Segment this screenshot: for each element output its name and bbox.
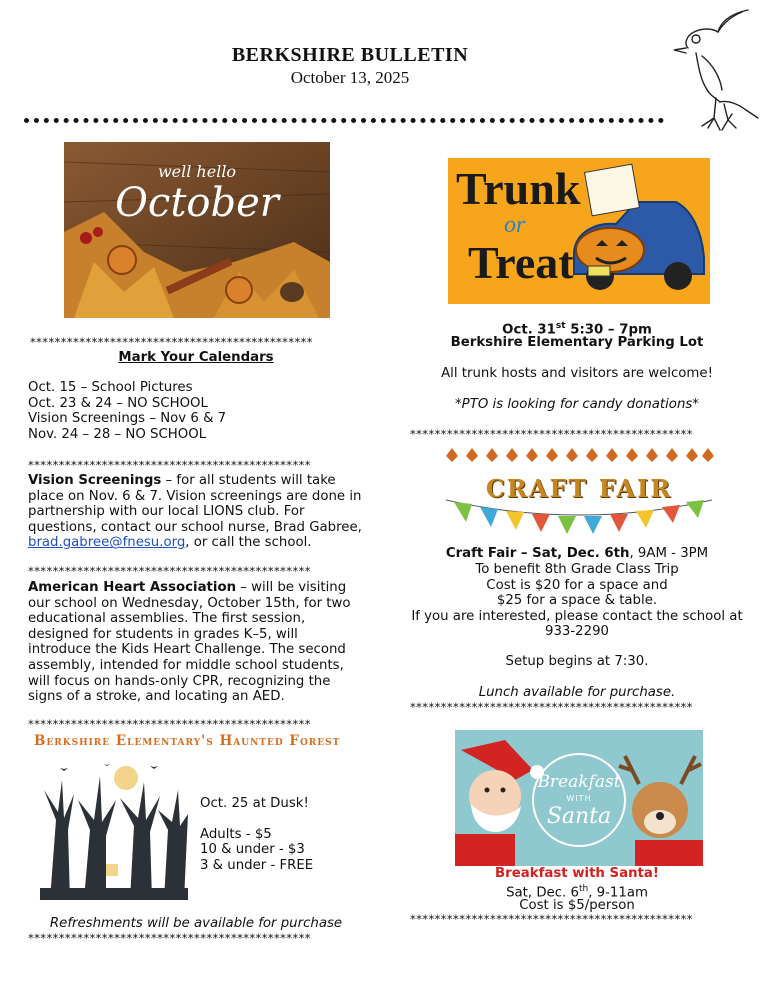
trunk-welcome: All trunk hosts and visitors are welcome! (441, 366, 713, 381)
craft-fair-setup: Setup begins at 7:30. (505, 654, 649, 669)
october-image-line1: well hello (157, 162, 237, 181)
star-divider: ********************************************** (410, 912, 693, 926)
star-divider: ********************************************** (28, 458, 311, 472)
aha-section (28, 580, 364, 705)
calendar-item: Oct. 23 & 24 – NO SCHOOL (28, 395, 208, 411)
trunk-or-treat-image (448, 158, 710, 304)
calendar-item: Vision Screenings – Nov 6 & 7 (28, 411, 227, 427)
calendar-list (28, 380, 364, 442)
vision-body: – for all students will take place on Nov. 6 & 7. Vision screenings are done in partnership with our local LIONS club. For questions, contact our school nurse, Brad Gabree, (28, 473, 362, 535)
haunted-price: 3 & under - FREE (200, 857, 314, 873)
craft-fair-title: Craft Fair – Sat, Dec. 6th, 9AM - 3PM (445, 546, 709, 561)
star-divider: ********************************************** (28, 564, 311, 578)
santa-image-line3: Santa (546, 804, 612, 829)
craft-fair-details: To benefit 8th Grade Class Trip Cost is $20 for a space and $25 for a space & table. If you are interested, please contact the school at 933-2290 (411, 562, 743, 640)
star-divider: ********************************************** (28, 717, 311, 731)
trunk-image-line2: or (504, 212, 526, 238)
star-divider: ********************************************** (28, 931, 311, 945)
calendar-item: Nov. 24 – 28 – NO SCHOOL (28, 426, 207, 442)
bulletin-title: BERKSHIRE BULLETIN (231, 44, 469, 66)
car-icon (566, 162, 708, 302)
star-divider: ********************************************** (410, 427, 693, 441)
haunted-title: Berkshire Elementary's Haunted Forest (34, 733, 341, 749)
breakfast-santa-image (455, 730, 703, 866)
calendar-item: Oct. 15 – School Pictures (28, 380, 193, 395)
santa-image-line1: Breakfast (537, 772, 621, 792)
santa-date: Sat, Dec. 6th, 9-11am (506, 884, 648, 901)
santa-image-line2: WITH (566, 794, 592, 803)
trunk-note: *PTO is looking for candy donations* (455, 397, 699, 412)
calendar-heading: Mark Your Calendars (118, 350, 274, 365)
trunk-location: Berkshire Elementary Parking Lot (450, 335, 704, 350)
santa-title: Breakfast with Santa! (495, 866, 659, 881)
haunted-when: Oct. 25 at Dusk! (200, 796, 309, 811)
october-image (64, 142, 330, 318)
bulletin-date: October 13, 2025 (290, 68, 410, 87)
haunted-price: 10 & under - $3 (200, 842, 305, 858)
vision-section (28, 473, 364, 551)
trunk-image-line3: Treat (468, 237, 574, 288)
nurse-email-link[interactable]: brad.gabree@fnesu.org (28, 535, 186, 551)
haunted-details (200, 796, 360, 873)
vision-tail: , or call the school. (185, 535, 312, 551)
haunted-price: Adults - $5 (200, 826, 272, 842)
santa-cost: Cost is $5/person (519, 898, 635, 913)
haunted-forest-image (40, 760, 188, 900)
header-divider (24, 118, 664, 123)
craft-fair-lunch: Lunch available for purchase. (478, 685, 676, 700)
aha-body: – will be visiting our school on Wednesday, October 15th, for two educational assemblies. The first session, designed for students in grades K–5, will introduce the Kids Heart Challenge. The second assembly, intended for middle school students, will focus on hands-only CPR, recognizing the signs of a stroke, and locating an AED. (28, 580, 351, 705)
roadrunner-icon (672, 6, 764, 134)
trunk-date: Oct. 31st 5:30 – 7pm (502, 321, 652, 338)
vision-title: Vision Screenings (28, 473, 162, 488)
craft-fair-banner-text: CRAFT FAIR (485, 474, 673, 503)
trunk-image-line1: Trunk (456, 163, 581, 214)
haunted-footer: Refreshments will be available for purchase (49, 916, 343, 931)
star-divider: ********************************************** (410, 700, 693, 714)
aha-title: American Heart Association (28, 580, 237, 595)
star-divider: ********************************************** (30, 335, 313, 349)
october-image-line2: October (115, 180, 279, 226)
